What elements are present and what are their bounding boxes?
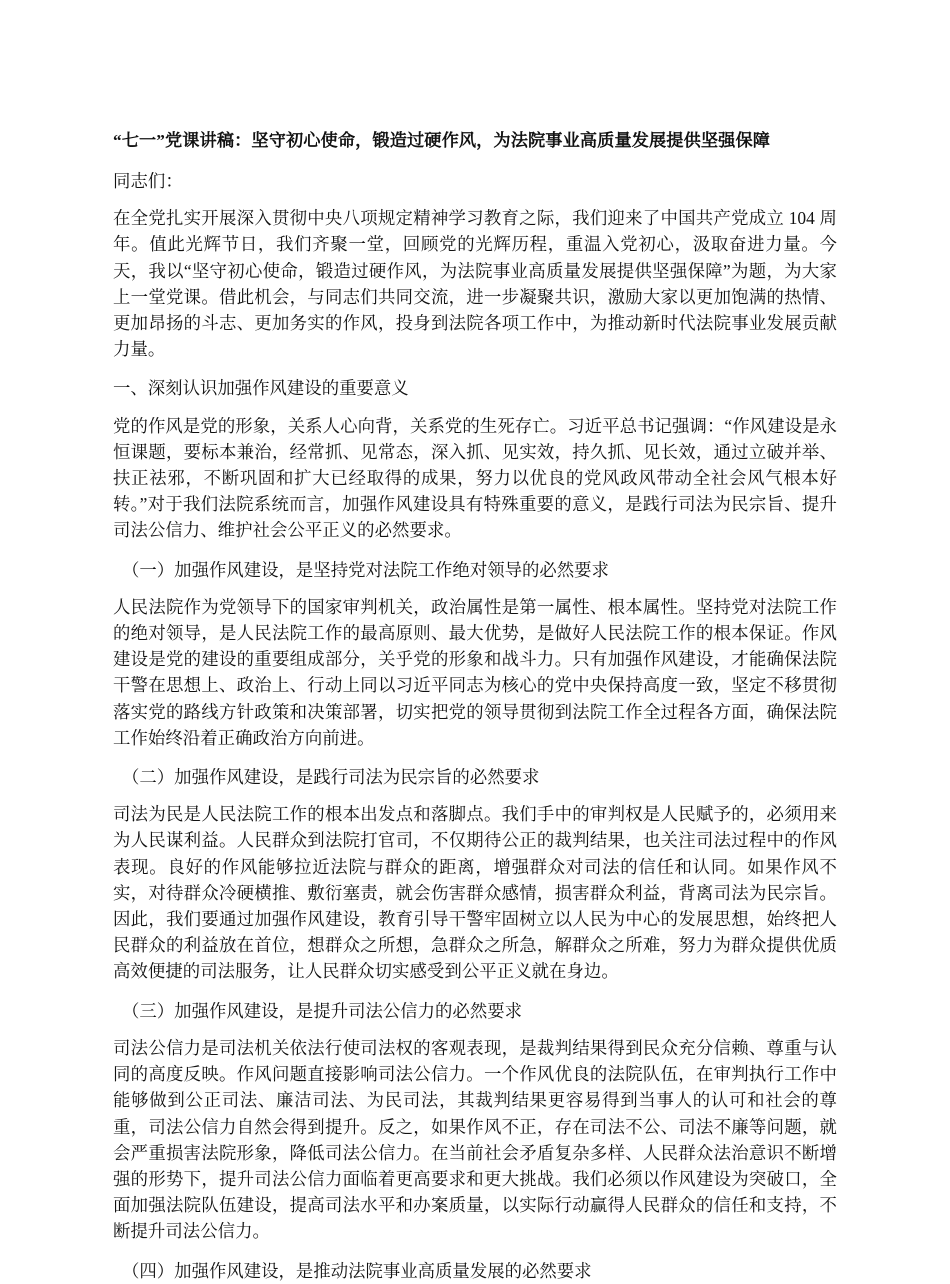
subsection-heading-4: （四）加强作风建设，是推动法院事业高质量发展的必然要求 xyxy=(122,1260,592,1281)
section-1-intro-paragraph: 党的作风是党的形象，关系人心向背，关系党的生死存亡。习近平总书记强调：“作风建设是永恒课题，要标本兼治，经常抓、见常态，深入抓、见实效，持久抓、见长效，通过立破并举、扶正祛邪，不断巩固和扩大已经取得的成果，努力以优良的党风政风带动全社会风气根本好转。”对于我们法院系统而言，加强作风建设具有特殊重要的意义，是践行司法为民宗旨、提升司法公信力、维护社会公平正义的必然要求。 xyxy=(113,415,837,541)
subsection-heading-3: （三）加强作风建设，是提升司法公信力的必然要求 xyxy=(122,1000,522,1021)
subsection-heading-2: （二）加强作风建设，是践行司法为民宗旨的必然要求 xyxy=(122,767,540,788)
subsection-2-body: 司法为民是人民法院工作的根本出发点和落脚点。我们手中的审判权是人民赋予的，必须用来为人民谋利益。人民群众到法院打官司，不仅期待公正的裁判结果，也关注司法过程中的作风表现。良好的作风能够拉近法院与群众的距离，增强群众对司法的信任和认同。如果作风不实，对待群众冷硬横推、敷衍塞责，就会伤害群众感情，损害群众利益，背离司法为民宗旨。因此，我们要通过加强作风建设，教育引导干警牢固树立以人民为中心的发展思想，始终把人民群众的利益放在首位，想群众之所想，急群众之所急，解群众之所难，努力为群众提供优质高效便捷的司法服务，让人民群众切实感受到公平正义就在身边。 xyxy=(113,804,837,982)
salutation: 同志们： xyxy=(113,171,183,191)
document-title: “七一”党课讲稿：坚守初心使命，锻造过硬作风，为法院事业高质量发展提供坚强保障 xyxy=(113,131,771,150)
subsection-1-body: 人民法院作为党领导下的国家审判机关，政治属性是第一属性、根本属性。坚持党对法院工作的绝对领导，是人民法院工作的最高原则、最大优势，是做好人民法院工作的根本保证。作风建设是党的建设的重要组成部分，关乎党的形象和战斗力。只有加强作风建设，才能确保法院干警在思想上、政治上、行动上同以习近平同志为核心的党中央保持高度一致，坚定不移贯彻落实党的路线方针政策和决策部署，切实把党的领导贯彻到法院工作全过程各方面，确保法院工作始终沿着正确政治方向前进。 xyxy=(113,596,837,748)
subsection-heading-1: （一）加强作风建设，是坚持党对法院工作绝对领导的必然要求 xyxy=(122,559,609,580)
subsection-3-body: 司法公信力是司法机关依法行使司法权的客观表现，是裁判结果得到民众充分信赖、尊重与认同的高度反映。作风问题直接影响司法公信力。一个作风优良的法院队伍，在审判执行工作中能够做到公正司法、廉洁司法、为民司法，其裁判结果更容易得到当事人的认可和社会的尊重，司法公信力自然会得到提升。反之，如果作风不正，存在司法不公、司法不廉等问题，就会严重损害法院形象，降低司法公信力。在当前社会矛盾复杂多样、人民群众法治意识不断增强的形势下，提升司法公信力面临着更高要求和更大挑战。我们必须以作风建设为突破口，全面加强法院队伍建设，提高司法水平和办案质量，以实际行动赢得人民群众的信任和支持，不断提升司法公信力。 xyxy=(113,1037,837,1242)
opening-paragraph: 在全党扎实开展深入贯彻中央八项规定精神学习教育之际，我们迎来了中国共产党成立 104 周年。值此光辉节日，我们齐聚一堂，回顾党的光辉历程，重温入党初心，汲取奋进力量。今天，我以“坚守初心使命，锻造过硬作风，为法院事业高质量发展提供坚强保障”为题，为大家上一堂党课。借此机会，与同志们共同交流，进一步凝聚共识，激励大家以更加饱满的热情、更加昂扬的斗志、更加务实的作风，投身到法院各项工作中，为推动新时代法院事业发展贡献力量。 xyxy=(113,208,837,360)
section-heading-1: 一、深刻认识加强作风建设的重要意义 xyxy=(113,378,409,399)
